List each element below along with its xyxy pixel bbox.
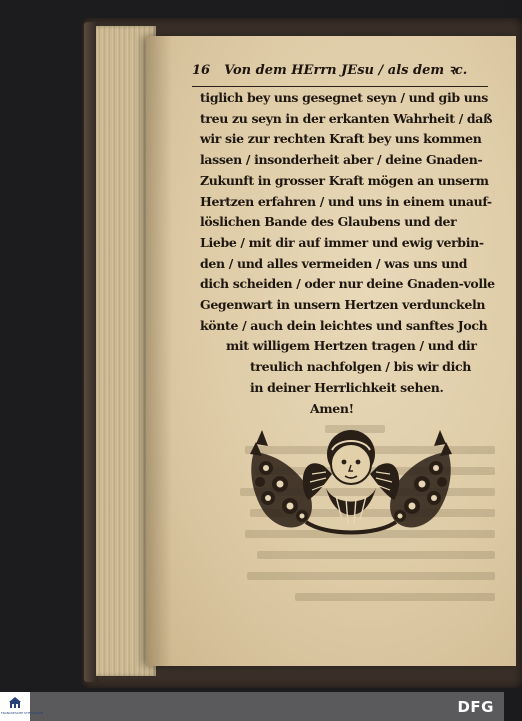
- text-line: Hertzen erfahren / und uns in einem unauf-: [200, 193, 492, 209]
- text-line: wir sie zur rechten Kraft bey uns kommen: [200, 131, 482, 147]
- text-line: den / und alles vermeiden / was uns und: [200, 255, 468, 271]
- building-icon: [8, 696, 22, 709]
- text-line: Gegenwart in unsern Hertzen verdunckeln: [200, 297, 486, 313]
- amen-line: Amen!: [310, 400, 354, 416]
- text-line: dich scheiden / oder nur deine Gnaden-volle: [200, 276, 495, 292]
- footer-bar: [0, 692, 504, 721]
- dfg-logo[interactable]: DFG: [457, 698, 494, 716]
- text-line: tiglich bey uns gesegnet seyn / und gib uns: [200, 90, 488, 105]
- body-text: [200, 88, 495, 419]
- text-line: lassen / insonderheit aber / deine Gnaden-: [200, 152, 483, 168]
- text-line: löslichen Bande des Glaubens und der: [200, 214, 457, 230]
- text-line: könte / auch dein leichtes und sanftes Joch: [200, 317, 488, 333]
- institution-logo[interactable]: [0, 692, 44, 721]
- running-head: [192, 60, 497, 84]
- text-line: treulich nachfolgen / bis wir dich: [250, 359, 471, 375]
- running-head-title: Von dem HErrn JEsu / als dem ꝛc.: [224, 63, 468, 78]
- page-number: 16: [192, 63, 211, 78]
- text-line: mit willigem Hertzen tragen / und dir: [226, 338, 477, 354]
- logo-caption: FRANCKESCHE STIFTUNGEN: [1, 711, 44, 715]
- text-line: in deiner Herrlichkeit sehen.: [250, 379, 444, 395]
- text-line: treu zu seyn in der erkanten Wahrheit / daß: [200, 110, 493, 126]
- header-rule: [192, 86, 488, 87]
- cherub-ornament: [246, 424, 456, 542]
- text-line: Zukunft in grosser Kraft mögen an unserm: [200, 172, 489, 188]
- text-line: Liebe / mit dir auf immer und ewig verbin-: [200, 234, 484, 250]
